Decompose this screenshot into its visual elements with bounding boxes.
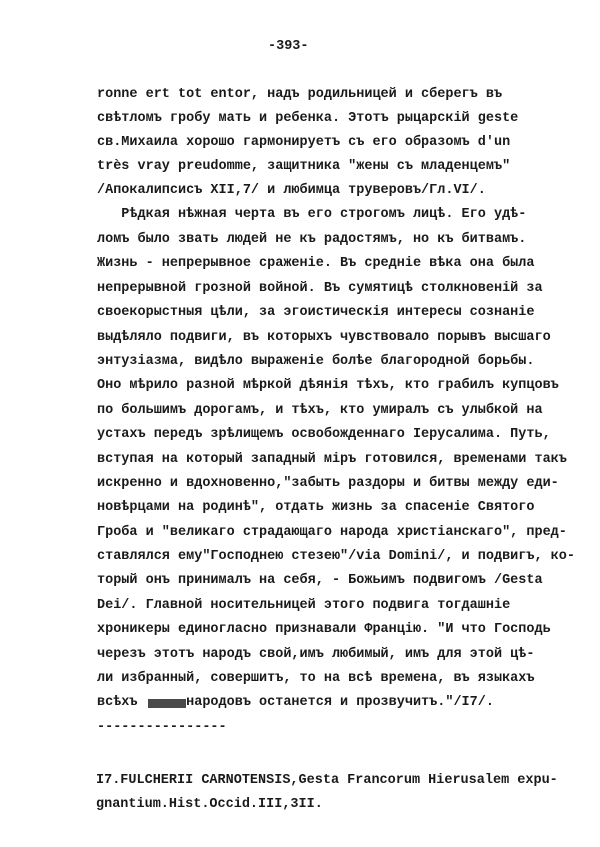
text-line: торый онъ принималъ на себя, - Божьимъ подвигомъ /Gesta — [97, 573, 543, 588]
text-line: по большимъ дорогамъ, и тѣхъ, кто умиралъ съ улыбкой на — [97, 403, 543, 418]
text-line: Жизнь - непрерывное сраженіе. Въ средніе вѣка она была — [97, 256, 535, 271]
page-number: -393- — [268, 39, 309, 54]
footnote-line: gnantium.Hist.Occid.III,3II. — [96, 797, 323, 812]
text-line: свѣтломъ гробу мать и ребенка. Этотъ рыцарскій geste — [97, 111, 519, 126]
text-line: хроникеры единогласно признавали Францію. "И что Господь — [97, 622, 551, 637]
text-line: выдѣляло подвиги, въ которыхъ чувствовало порывъ высшаго — [97, 330, 551, 345]
text-line: Оно мѣрило разной мѣркой дѣянія тѣхъ, кто грабилъ купцовъ — [97, 378, 559, 393]
text-line: новѣрцами на родинѣ", отдать жизнь за спасеніе Святого — [97, 500, 535, 515]
text-line: непрерывной грозной войной. Въ сумятицѣ столкновеній за — [97, 281, 543, 296]
text-line: Рѣдкая нѣжная черта въ его строгомъ лицѣ. Его удѣ- — [97, 207, 527, 222]
text-line: ломъ было звать людей не къ радостямъ, но къ битвамъ. — [97, 232, 527, 247]
text-line: ronne ert tot entor, надъ родильницей и сберегъ въ — [97, 87, 503, 102]
text-line: вступая на который западный міръ готовился, временами такъ — [97, 452, 567, 467]
text-line: ставлялся ему"Господнею стезею"/via Domini/, и подвигъ, ко- — [97, 549, 575, 564]
text-line: искренно и вдохновенно,"забыть раздоры и битвы между еди- — [97, 476, 559, 491]
text-line: своекорыстныя цѣли, за эгоистическія интересы сознаніе — [97, 305, 535, 320]
text-line: /Апокалипсисъ XII,7/ и любимца труверовъ/Гл.VI/. — [97, 183, 486, 198]
text-line: черезъ этотъ народъ свой,имъ любимый, имъ для этой цѣ- — [97, 647, 535, 662]
text-line: ли избранный, совершитъ, то на всѣ времена, въ языкахъ — [97, 671, 535, 686]
text-line: très vray preudomme, защитника "жены съ младенцемъ" — [97, 159, 511, 174]
text-line-with-struck-out-word: всѣхъ народовъ останется и прозвучитъ."/I7/. — [97, 695, 494, 710]
text-line: энтузіазма, видѣло выраженіе болѣе благородной борьбы. — [97, 354, 535, 369]
footnote-line: I7.FULCHERII CARNOTENSIS,Gesta Francorum Hierusalem expu- — [96, 773, 558, 788]
text-line: Dei/. Главной носительницей этого подвига тогдашніе — [97, 598, 511, 613]
text-line: Гроба и "великаго страдающаго народа христіанскаго", пред- — [97, 525, 567, 540]
text-line: св.Михаила хорошо гармонируетъ съ его образомъ d'un — [97, 135, 511, 150]
text-line: устахъ передъ зрѣлищемъ освобожденнаго Іерусалима. Путь, — [97, 427, 551, 442]
footnote-separator: ---------------- — [97, 720, 227, 735]
